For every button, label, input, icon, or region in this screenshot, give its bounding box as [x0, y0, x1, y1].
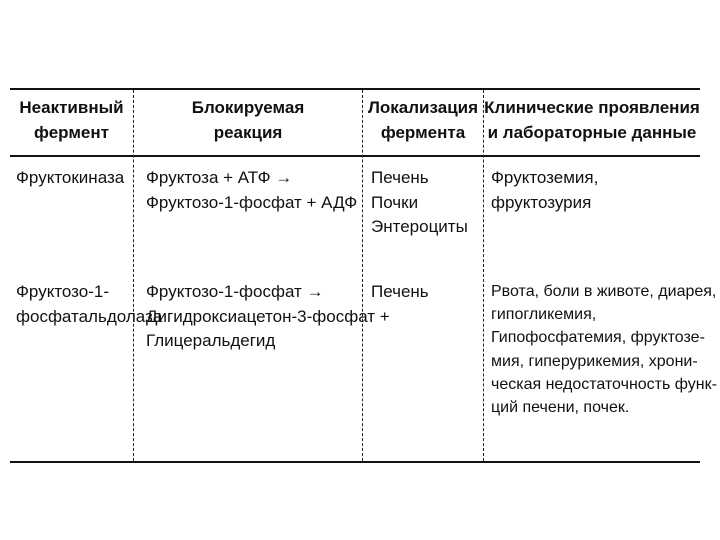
cell-line: фосфатальдолаза [16, 306, 163, 326]
row1-enzyme [16, 166, 131, 191]
header-line: Блокируемая [191, 98, 305, 117]
header-line: и лабораторные данные [487, 122, 697, 142]
table-bottom-rule [10, 461, 700, 463]
cell-line: Фруктозо-1- [16, 282, 110, 301]
cell-line: мия, гиперурикемия, хрони- [491, 352, 698, 370]
table-top-rule [10, 88, 700, 90]
header-line: Локализация [367, 98, 479, 117]
row2-clinical [491, 280, 717, 419]
column-divider [362, 90, 364, 461]
header-line: Клинические проявления [484, 98, 700, 117]
header-line: Неактивный [19, 98, 124, 117]
cell-line: гипогликемия, [491, 306, 597, 324]
cell-line: Фруктокиназа [16, 168, 125, 187]
row2-location [371, 280, 481, 305]
cell-line: Фруктозо-1-фосфат + АДФ [146, 192, 358, 212]
header-line: фермента [380, 122, 466, 142]
row2-enzyme [16, 280, 163, 329]
cell-line: Почки [371, 192, 419, 212]
column-divider [133, 90, 135, 461]
row1-reaction [146, 166, 360, 215]
row2-reaction [146, 280, 390, 354]
cell-line: Гипофосфатемия, фруктозе- [491, 329, 705, 347]
header-enzyme [10, 96, 133, 145]
cell-line: Фруктоза + АТФ → [146, 168, 293, 187]
row1-location [371, 166, 481, 240]
cell-line: Печень [371, 168, 429, 187]
table-header-rule [10, 155, 700, 157]
cell-line: ций печени, почек. [491, 398, 630, 416]
column-divider [483, 90, 485, 461]
cell-line: фруктозурия [491, 192, 592, 212]
row1-clinical [491, 166, 698, 215]
header-line: реакция [213, 122, 283, 142]
cell-line: ческая недостаточность функ- [491, 375, 717, 393]
cell-line: Дигидроксиацетон-3-фосфат + [146, 306, 390, 326]
header-location [363, 96, 483, 145]
cell-line: Фруктоземия, [491, 168, 599, 187]
cell-line: Глицеральдегид [146, 331, 276, 351]
cell-line: Печень [371, 282, 429, 301]
header-clinical [484, 96, 700, 145]
cell-line: Фруктозо-1-фосфат → [146, 282, 324, 301]
header-reaction [134, 96, 362, 145]
cell-line: Рвота, боли в животе, диарея, [491, 283, 717, 300]
header-line: фермент [34, 122, 109, 142]
cell-line: Энтероциты [371, 217, 468, 237]
